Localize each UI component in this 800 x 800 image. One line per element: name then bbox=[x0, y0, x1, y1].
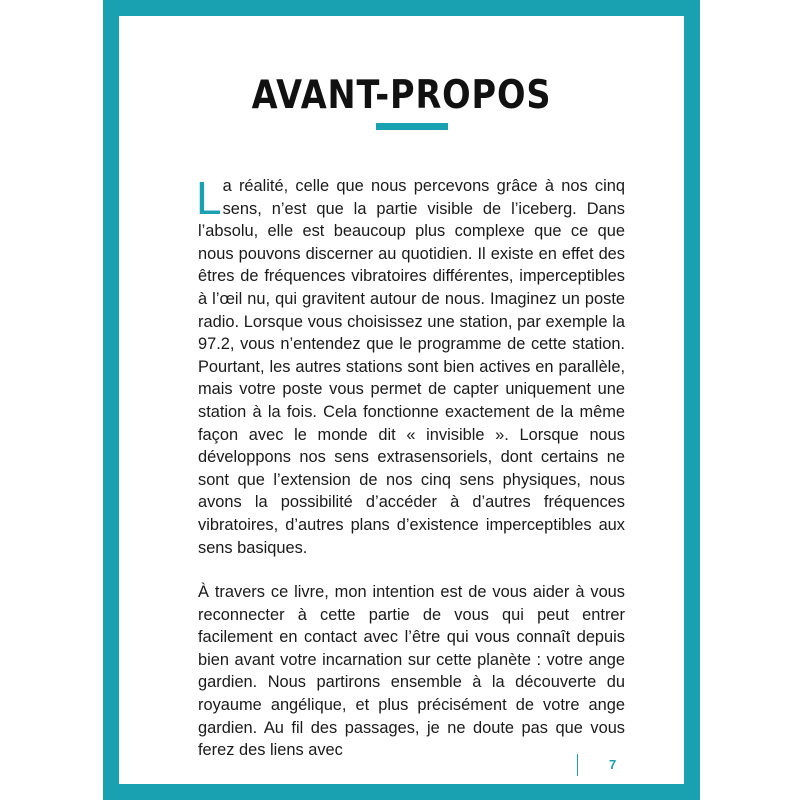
chapter-title: AVANT-PROPOS bbox=[251, 73, 552, 118]
book-page bbox=[103, 0, 700, 800]
page-number: 7 bbox=[609, 757, 617, 772]
title-underline bbox=[376, 123, 448, 130]
paragraph-2: À travers ce livre, mon intention est de vous aider à vous reconnecter à cette partie de vous qui peut entrer facilement en contact avec l’être qui vous connaît depuis bien avant votre incarnation sur cette planète : votre ange gardien. Nous partirons ensemble à la découverte du royaume angélique, et plus précisément de votre ange gardien. Au fil des passages, je ne doute pas que vous ferez des liens avec bbox=[198, 583, 625, 760]
footer-divider bbox=[577, 754, 578, 776]
drop-cap: L bbox=[196, 172, 222, 224]
paragraph-1-text: a réalité, celle que nous percevons grâce à nos cinq sens, n’est que la partie visible de l’iceberg. Dans l’absolu, elle est beaucoup plus complexe que ce que nous pouvons discerner au quotidien. Il existe en effet des êtres de fréquences vibratoires différentes, imperceptibles à l’œil nu, qui gravitent autour de nous. Imaginez un poste radio. Lorsque vous choisissez une station, par exemple la 97.2, vous n’entendez que le programme de cette station. Pourtant, les autres stations sont bien actives en parallèle, mais votre poste vous permet de capter uniquement une station à la fois. Cela fonctionne exactement de la même façon avec le monde dit « invisible ». Lorsque nous développons nos sens extrasensoriels, dont certains ne sont que l’extension de nos cinq sens physiques, nous avons la possibilité d’accéder à d’autres fréquences vibratoires, d’autres plans d’existence imperceptibles aux sens basiques. bbox=[198, 177, 625, 557]
paragraph-1 bbox=[196, 172, 625, 559]
body-text bbox=[196, 172, 625, 762]
